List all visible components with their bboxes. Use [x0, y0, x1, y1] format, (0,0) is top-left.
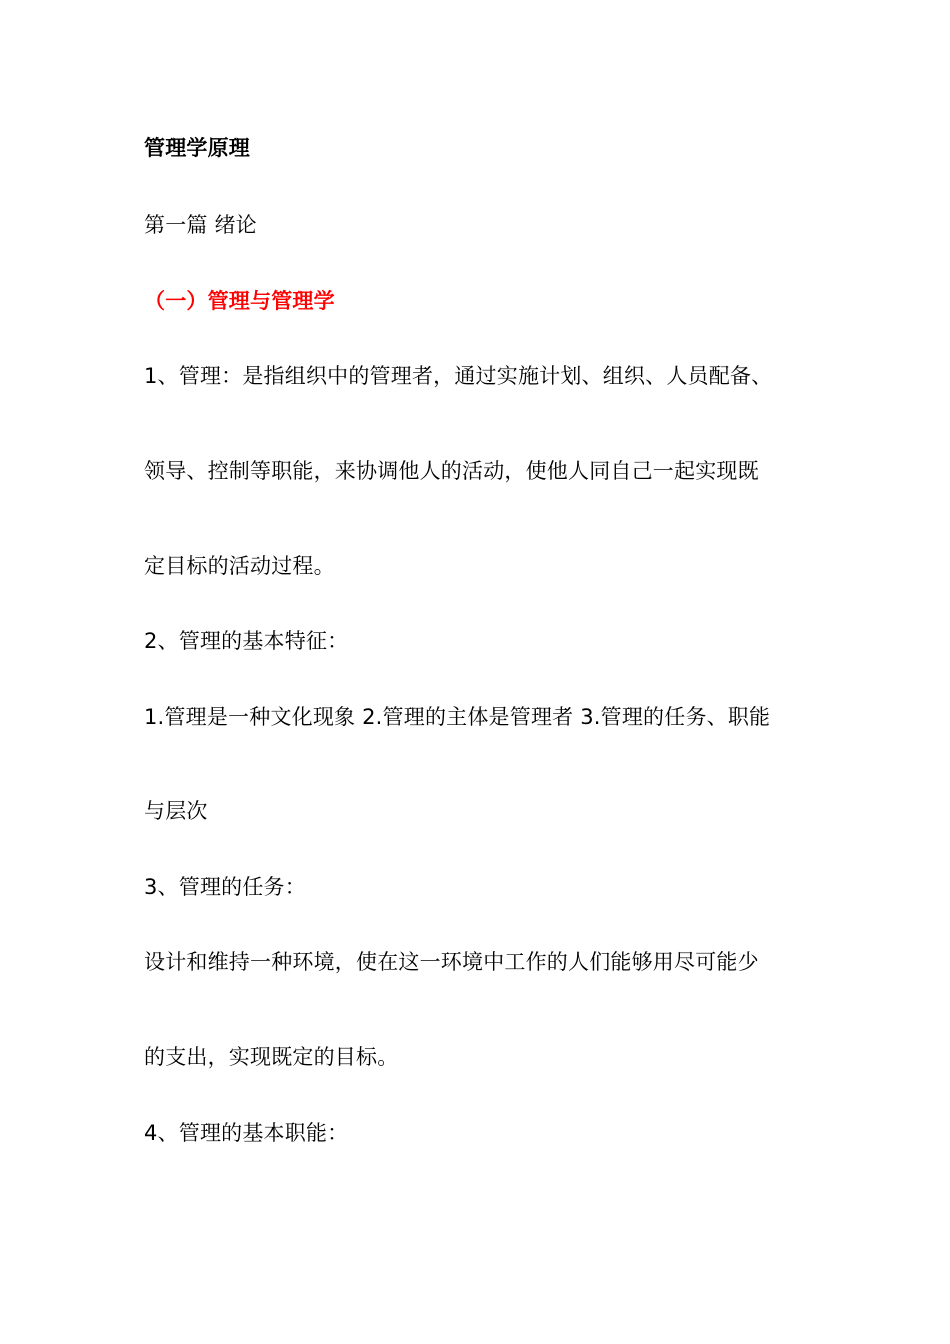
document-title: 管理学原理	[144, 136, 250, 160]
section-heading: （一）管理与管理学	[144, 289, 335, 313]
paragraph-line: 领导、控制等职能，来协调他人的活动，使他人同自己一起实现既	[144, 459, 759, 483]
paragraph-line: 设计和维持一种环境，使在这一环境中工作的人们能够用尽可能少	[144, 950, 759, 974]
paragraph-line: 1.管理是一种文化现象 2.管理的主体是管理者 3.管理的任务、职能	[144, 705, 771, 729]
part-heading: 第一篇 绪论	[144, 213, 257, 237]
paragraph-line: 2、管理的基本特征：	[144, 629, 349, 653]
paragraph-line: 4、管理的基本职能：	[144, 1121, 349, 1145]
paragraph-line: 定目标的活动过程。	[144, 554, 335, 578]
paragraph-line: 的支出，实现既定的目标。	[144, 1045, 399, 1069]
paragraph-line: 与层次	[144, 799, 208, 823]
paragraph-line: 1、管理：是指组织中的管理者，通过实施计划、组织、人员配备、	[144, 364, 773, 388]
paragraph-line: 3、管理的任务：	[144, 875, 306, 899]
